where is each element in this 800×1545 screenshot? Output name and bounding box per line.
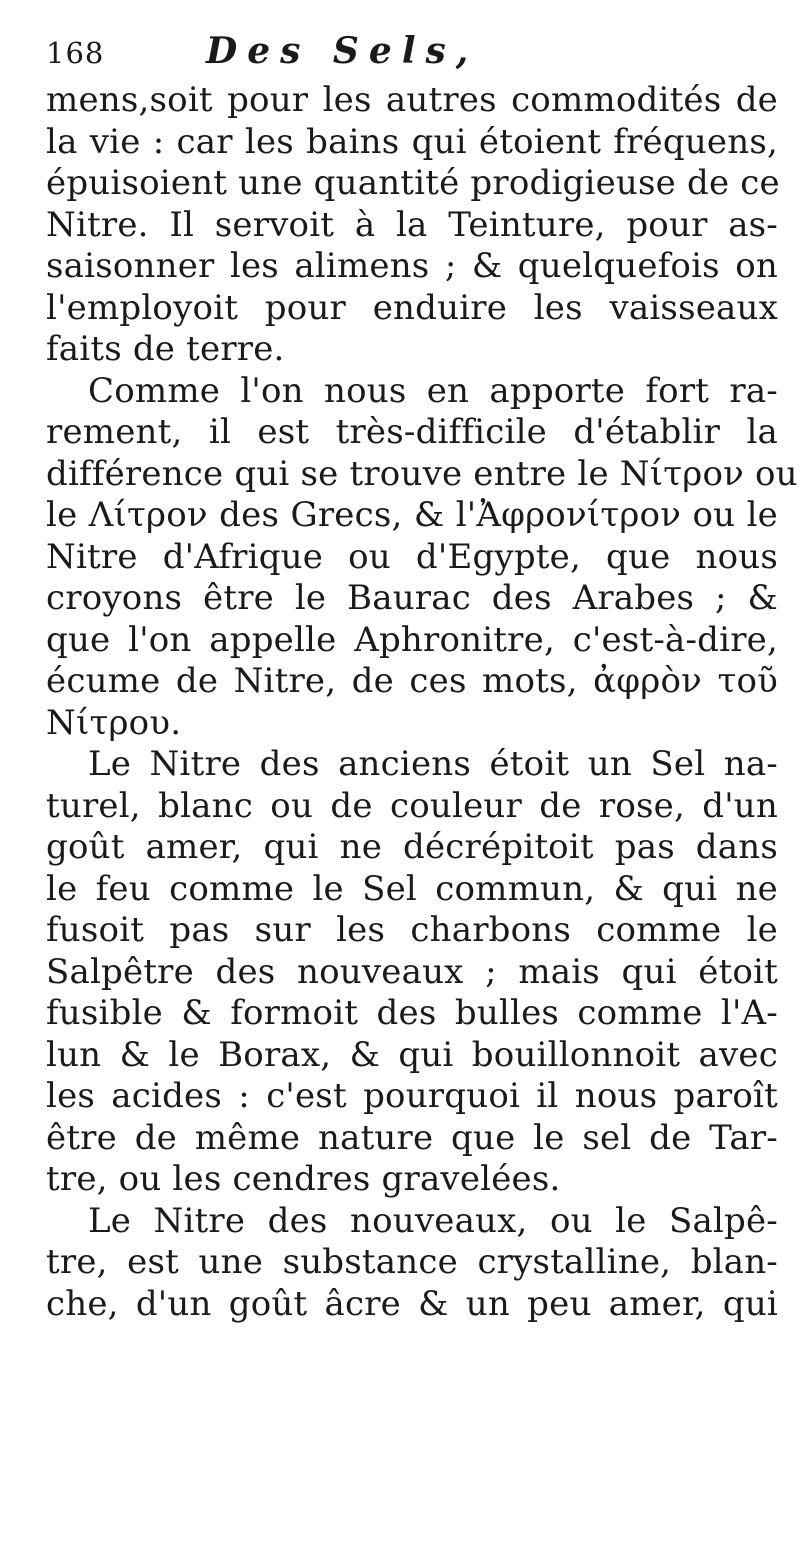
text-line: fusible & formoit des bulles comme l'A- — [46, 993, 778, 1033]
text-line: Nitre d'Afrique ou d'Egypte, que nous — [46, 536, 778, 577]
text-line: Nitre. Il servoit à la Teinture, pour as- — [46, 204, 778, 245]
text-line: saisonner les alimens ; & quelquefois on — [46, 246, 778, 286]
text-line: Le Nitre des nouveaux, ou le Salpê- — [88, 1200, 778, 1241]
text-line: la vie : car les bains qui étoient fréquens, — [46, 121, 778, 162]
text-line: lun & le Borax, & qui bouillonnoit avec — [46, 1034, 778, 1075]
text-line: turel, blanc ou de couleur de rose, d'un — [46, 785, 778, 826]
text-line: che, d'un goût âcre & un peu amer, qui — [46, 1283, 778, 1324]
text-line: Le Nitre des anciens étoit un Sel na- — [88, 744, 778, 784]
text-line: l'employoit pour enduire les vaisseaux — [46, 287, 778, 328]
text-line: épuisoient une quantité prodigieuse de ce — [46, 163, 780, 203]
text-line: tre, est une substance crystalline, blan- — [46, 1242, 778, 1282]
text-line: les acides : c'est pourquoi il nous paroît — [46, 1076, 778, 1116]
text-line: croyons être le Baurac des Arabes ; & — [46, 578, 778, 618]
text-line: Comme l'on nous en apporte fort ra- — [88, 370, 778, 411]
text-line: mens,soit pour les autres commodités de — [46, 80, 778, 120]
text-line: différence qui se trouve entre le Νίτρον ou — [46, 453, 798, 494]
page-number: 168 — [46, 36, 105, 70]
text-line: fusoit pas sur les charbons comme le — [46, 910, 778, 950]
text-line: faits de terre. — [46, 329, 285, 369]
text-line: être de même nature que le sel de Tar- — [46, 1117, 778, 1158]
body-text — [46, 80, 798, 1325]
text-line: le feu comme le Sel commun, & qui ne — [46, 868, 778, 909]
text-line: Salpêtre des nouveaux ; mais qui étoit — [46, 951, 778, 992]
text-line: tre, ou les cendres gravelées. — [46, 1159, 561, 1199]
text-line: Νίτρου. — [46, 702, 182, 743]
running-head — [46, 30, 778, 80]
text-line: le Λίτρον des Grecs, & l'Ἀφρονίτρον ou le — [46, 495, 778, 535]
text-line: rement, il est très-difficile d'établir la — [46, 412, 778, 452]
running-title: Des Sels, — [206, 30, 479, 72]
text-line: que l'on appelle Aphronitre, c'est-à-dire, — [46, 619, 778, 660]
text-line: goût amer, qui ne décrépitoit pas dans — [46, 827, 778, 867]
text-line: écume de Nitre, de ces mots, ἀφρὸν τοῦ — [46, 661, 778, 701]
